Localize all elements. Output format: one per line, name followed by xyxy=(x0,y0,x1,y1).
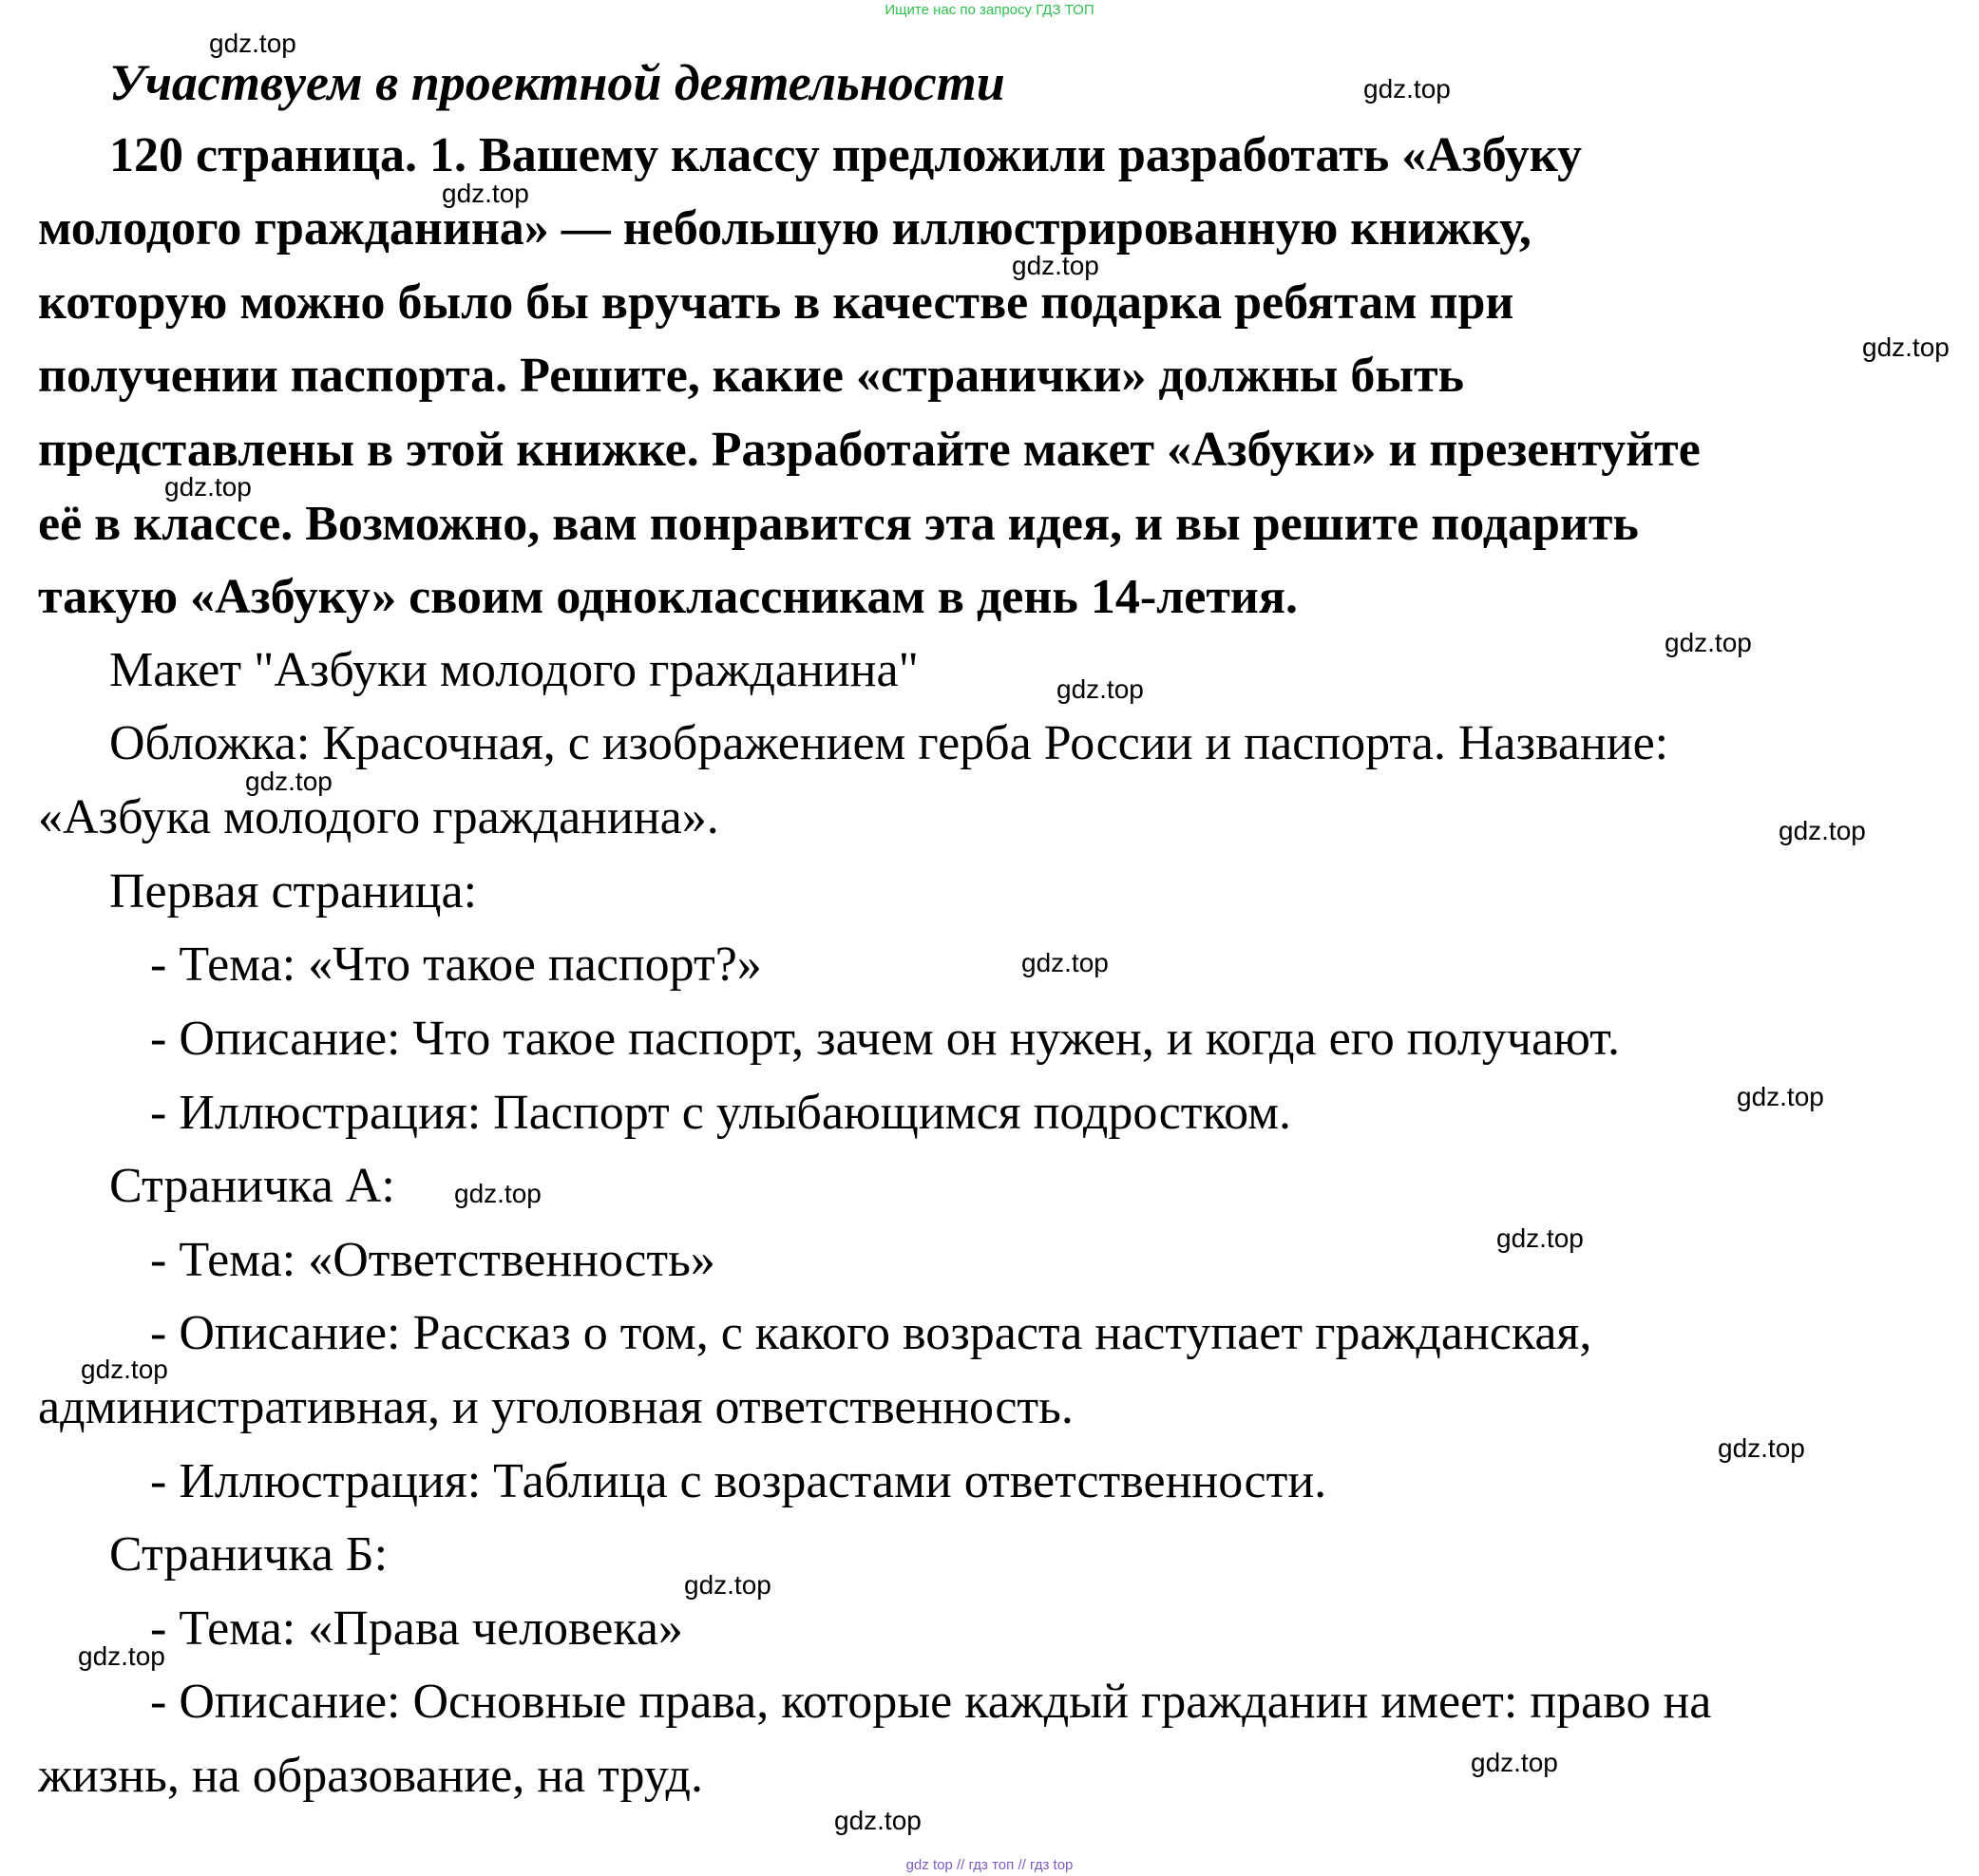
answer-line: - Тема: «Что такое паспорт?» xyxy=(150,938,762,992)
watermark: gdz.top xyxy=(1665,628,1752,657)
answer-subheading: Страничка Б: xyxy=(109,1527,389,1582)
watermark: gdz.top xyxy=(1496,1223,1584,1253)
watermark: gdz.top xyxy=(454,1179,542,1208)
answer-title: Макет "Азбуки молодого гражданина" xyxy=(109,643,919,697)
watermark: gdz.top xyxy=(78,1641,165,1671)
answer-line: - Описание: Основные права, которые каждый гражданин имеет: право на xyxy=(150,1675,1712,1729)
watermark: gdz.top xyxy=(442,179,529,208)
section-heading: Участвуем в проектной деятельности xyxy=(109,54,1005,111)
bottom-banner-link[interactable]: гдз top xyxy=(1029,1857,1074,1873)
bottom-banner-separator: // xyxy=(956,1857,965,1873)
task-line: которую можно было бы вручать в качестве подарка ребятам при xyxy=(38,275,1514,330)
bottom-banner-link[interactable]: гдз топ xyxy=(968,1857,1015,1873)
answer-line: жизнь, на образование, на труд. xyxy=(38,1749,703,1803)
watermark: gdz.top xyxy=(81,1355,168,1384)
task-line: получении паспорта. Решите, какие «странички» должны быть xyxy=(38,349,1465,403)
answer-line: - Тема: «Права человека» xyxy=(150,1601,683,1656)
watermark: gdz.top xyxy=(164,472,252,502)
bottom-banner-link[interactable]: gdz top xyxy=(905,1857,953,1873)
watermark: gdz.top xyxy=(1737,1082,1824,1111)
watermark: gdz.top xyxy=(245,767,333,796)
task-line: такую «Азбуку» своим одноклассникам в день 14-летия. xyxy=(38,570,1299,624)
answer-line: - Иллюстрация: Паспорт с улыбающимся подростком. xyxy=(150,1086,1292,1140)
task-line: представлены в этой книжке. Разработайте макет «Азбуки» и презентуйте xyxy=(38,423,1701,477)
watermark: gdz.top xyxy=(684,1570,771,1600)
watermark: gdz.top xyxy=(1862,332,1950,362)
bottom-banner xyxy=(0,1857,1979,1873)
answer-line: Обложка: Красочная, с изображением герба России и паспорта. Название: xyxy=(109,716,1669,770)
answer-line: - Описание: Рассказ о том, с какого возраста наступает гражданская, xyxy=(150,1306,1592,1360)
answer-line: - Иллюстрация: Таблица с возрастами ответственности. xyxy=(150,1454,1327,1508)
watermark: gdz.top xyxy=(1021,948,1109,977)
task-line: 120 страница. 1. Вашему классу предложили разработать «Азбуку xyxy=(109,128,1582,182)
answer-line: «Азбука молодого гражданина». xyxy=(38,790,719,844)
watermark: gdz.top xyxy=(1718,1433,1805,1463)
answer-line: - Тема: «Ответственность» xyxy=(150,1233,715,1287)
top-banner: Ищите нас по запросу ГДЗ ТОП xyxy=(885,2,1094,18)
watermark: gdz.top xyxy=(1012,251,1099,280)
watermark: gdz.top xyxy=(1471,1748,1558,1777)
answer-subheading: Страничка А: xyxy=(109,1159,395,1213)
watermark: gdz.top xyxy=(1056,674,1144,704)
task-line: её в классе. Возможно, вам понравится эта идея, и вы решите подарить xyxy=(38,497,1639,551)
task-line: молодого гражданина» — небольшую иллюстрированную книжку, xyxy=(38,201,1532,256)
answer-line: - Описание: Что такое паспорт, зачем он нужен, и когда его получают. xyxy=(150,1012,1620,1066)
bottom-banner-separator: // xyxy=(1018,1857,1026,1873)
answer-line: административная, и уголовная ответственность. xyxy=(38,1380,1074,1434)
watermark: gdz.top xyxy=(1363,74,1451,104)
watermark: gdz.top xyxy=(209,28,296,58)
watermark: gdz.top xyxy=(834,1806,922,1835)
answer-subheading: Первая страница: xyxy=(109,864,478,919)
watermark: gdz.top xyxy=(1779,816,1866,845)
